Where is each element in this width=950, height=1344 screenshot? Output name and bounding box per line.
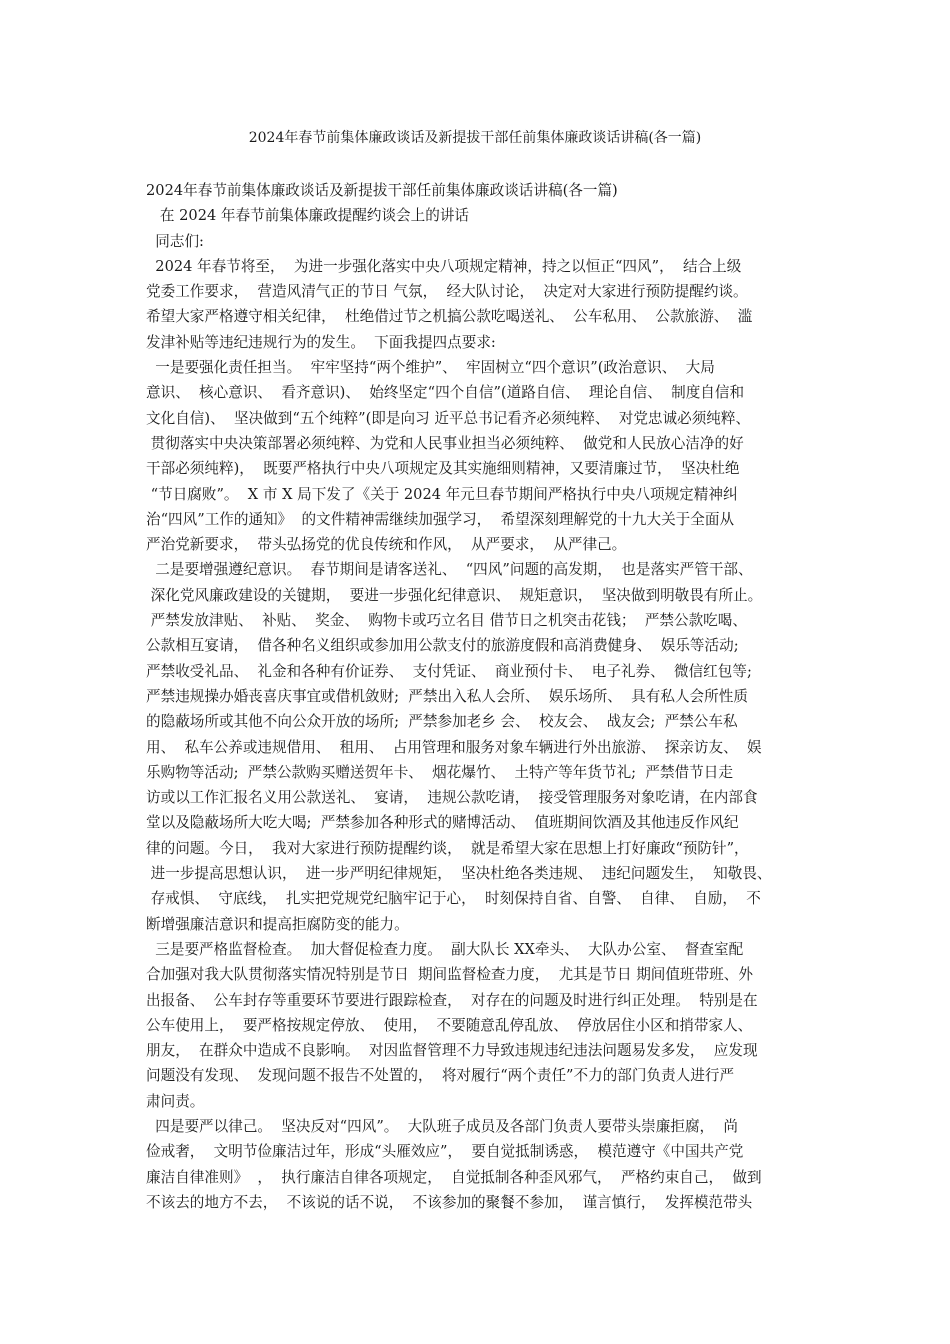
text-line: 意识、 核心意识、 看齐意识)、 始终坚定“四个自信”(道路自信、 理论自信、 制度自信和 xyxy=(146,384,745,402)
text-line: 2024年春节前集体廉政谈话及新提拔干部任前集体廉政谈话讲稿(各一篇) xyxy=(146,182,618,199)
text-line: 一是要强化责任担当。 牢牢坚持“两个维护”、 牢固树立“四个意识”(政治意识、 大局 xyxy=(146,359,715,377)
text-line: 党委工作要求， 营造风清气正的节日 气氛， 经大队讨论， 决定对大家进行预防提醒约谈。 xyxy=(146,283,748,301)
text-line: 出报备、 公车封存等重要环节要进行跟踪检查， 对存在的问题及时进行纠正处理。 特别是在 xyxy=(146,991,758,1009)
text-line: 深化党风廉政建设的关键期， 要进一步强化纪律意识、 规矩意识， 坚决做到明敬畏有所止。 xyxy=(146,586,763,604)
text-line: 乐购物等活动; 严禁公款购买赠送贺年卡、 烟花爆竹、 土特产等年货节礼; 严禁借节日走 xyxy=(146,763,733,781)
text-line: 进一步提高思想认识， 进一步严明纪律规矩， 坚决杜绝各类违规、 违纪问题发生， 知敬畏、 xyxy=(146,865,772,883)
text-line: 用、 私车公养或违规借用、 租用、 占用管理和服务对象车辆进行外出旅游、 探亲访友、 娱 xyxy=(146,738,762,756)
text-line: 严禁收受礼品、 礼金和各种有价证券、 支付凭证、 商业预付卡、 电子礼券、 微信红包等; xyxy=(146,662,752,680)
text-line: 发津补贴等违纪违规行为的发生。 下面我提四点要求: xyxy=(146,333,496,351)
text-line: 合加强对我大队贯彻落实情况特别是节日 期间监督检查力度， 尤其是节日 期间值班带班、外 xyxy=(146,966,753,984)
text-line: “节日腐败”。 X 市 X 局下发了《关于 2024 年元旦春节期间严格执行中央八项规定精神纠 xyxy=(146,485,738,503)
text-line: 俭戒奢， 文明节俭廉洁过年，形成“头雁效应”， 要自觉抵制诱惑， 模范遵守《中国共产党 xyxy=(146,1143,744,1161)
text-line: 堂以及隐蔽场所大吃大喝; 严禁参加各种形式的赌博活动、 值班期间饮酒及其他违反作风纪 xyxy=(146,814,739,832)
text-line: 2024 年春节将至， 为进一步强化落实中央八项规定精神，持之以恒正“四风”， 结合上级 xyxy=(146,257,742,275)
text-line: 存戒惧、 守底线， 扎实把党规党纪脑牢记于心， 时刻保持自省、自警、 自律、 自励， 不 xyxy=(146,890,761,908)
text-line: 问题没有发现、 发现问题不报告不处置的， 将对履行“两个责任”不力的部门负责人进行严 xyxy=(146,1067,735,1085)
text-line: 治“四风”工作的通知》 的文件精神需继续加强学习， 希望深刻理解党的十九大关于全面从 xyxy=(146,510,735,528)
text-line: 四是要严以律己。 坚决反对“四风”。 大队班子成员及各部门负责人要带头崇廉拒腐， 尚 xyxy=(146,1117,739,1135)
text-line: 严禁违规操办婚丧喜庆事宜或借机敛财; 严禁出入私人会所、 娱乐场所、 具有私人会所性质 xyxy=(146,687,748,705)
text-line: 干部必须纯粹)， 既要严格执行中央八项规定及其实施细则精神，又要清廉过节， 坚决杜绝 xyxy=(146,460,740,478)
text-line: 严禁发放津贴、 补贴、 奖金、 购物卡或巧立名目 借节日之机突击花钱； 严禁公款吃喝、 xyxy=(146,612,747,630)
text-line: 朋友， 在群众中造成不良影响。 对因监督管理不力导致违规违纪违法问题易发多发， 应发现 xyxy=(146,1042,758,1060)
text-line: 不该去的地方不去， 不该说的话不说， 不该参加的聚餐不参加， 谨言慎行， 发挥模范带头 xyxy=(146,1193,753,1211)
text-line: 的隐蔽场所或其他不向公众开放的场所; 严禁参加老乡 会、 校友会、 战友会; 严禁公车私 xyxy=(146,713,738,731)
text-line: 三是要严格监督检查。 加大督促检查力度。 副大队长 XX牵头、 大队办公室、 督查室配 xyxy=(146,940,744,958)
document-title: 2024年春节前集体廉政谈话及新提拔干部任前集体廉政谈话讲稿(各一篇) xyxy=(248,130,702,146)
text-line: 贯彻落实中央决策部署必须纯粹、为党和人民事业担当必须纯粹、 做党和人民放心洁净的好 xyxy=(146,434,744,452)
text-line: 二是要增强遵纪意识。 春节期间是请客送礼、 “四风”问题的高发期， 也是落实严管干部、 xyxy=(146,561,753,579)
text-line: 断增强廉洁意识和提高拒腐防变的能力。 xyxy=(146,915,409,933)
text-line: 廉洁自律准则》 ， 执行廉洁自律各项规定， 自觉抵制各种歪风邪气， 严格约束自己， 做到 xyxy=(146,1168,762,1186)
text-line: 公款相互宴请， 借各种名义组织或参加用公款支付的旅游度假和高消费健身、 娱乐等活动; xyxy=(146,637,739,655)
text-line: 公车使用上， 要严格按规定停放、 使用， 不要随意乱停乱放、 停放居住小区和捎带家人、 xyxy=(146,1016,753,1034)
text-line: 律的问题。今日， 我对大家进行预防提醒约谈， 就是希望大家在思想上打好廉政“预防针”， xyxy=(146,839,749,857)
text-line: 访或以工作汇报名义用公款送礼、 宴请， 违规公款吃请， 接受管理服务对象吃请，在内部食 xyxy=(146,789,758,807)
text-line: 肃问责。 xyxy=(146,1092,205,1110)
text-line: 同志们: xyxy=(146,232,204,250)
text-line: 严治党新要求， 带头弘扬党的优良传统和作风， 从严要求， 从严律己。 xyxy=(146,536,627,554)
text-line: 文化自信)、 坚决做到“五个纯粹”(即是向习 近平总书记看齐必须纯粹、 对党忠诚必须纯粹、 xyxy=(146,409,751,427)
document-body xyxy=(146,178,816,1215)
text-line: 在 2024 年春节前集体廉政提醒约谈会上的讲话 xyxy=(146,207,470,225)
text-line: 希望大家严格遵守相关纪律， 杜绝借过节之机搞公款吃喝送礼、 公车私用、 公款旅游、 滥 xyxy=(146,308,753,326)
